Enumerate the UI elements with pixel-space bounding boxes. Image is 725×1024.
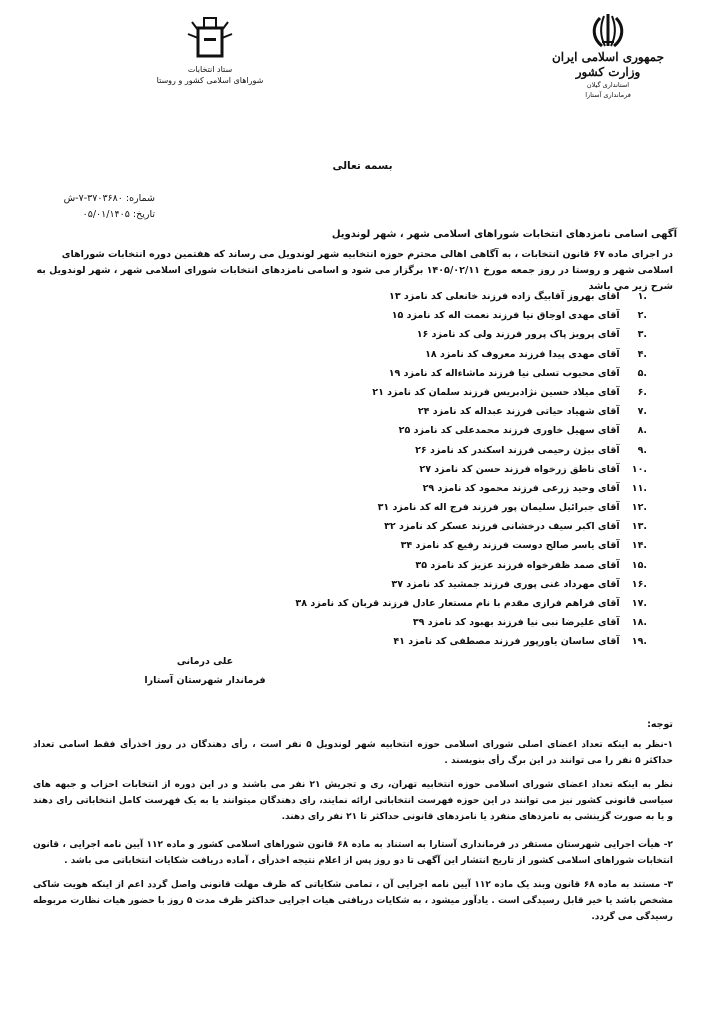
candidate-text: آقای پرویز پاک پرور فرزند ولی کد نامزد ۱۶ (416, 329, 620, 341)
ministry-name: وزارت کشور (575, 65, 641, 79)
candidate-text: آقای فراهم فرازی مقدم با نام مستعار عادل فرزند قربان کد نامزد ۳۸ (295, 598, 620, 609)
note-1b: نظر به اینکه تعداد اعضای شورای اسلامی حوزه انتخابیه تهران، ری و تجریش ۲۱ نفر می باشند و در این دوره از انتخابات احزاب و جبهه های سیاسی قانونی کشور نیز می توانند در این حوزه فهرست انتخاباتی ارائه نمایند، رای دهندگان میتوانند یا به یک فهرست کامل انتخاباتی رای دهند و یا به صورت گزینشی به نامزدهای منفرد یا نامزدهای قانونی حداکثر تا ۲۱ نفر رای دهند. (33, 780, 674, 822)
ministry-header (548, 12, 668, 100)
candidate-text: آقای بیژن رحیمی فرزند اسکندر کد نامزد ۲۶ (415, 444, 620, 456)
candidate-text: آقای وحید زرعی فرزند محمود کد نامزد ۲۹ (422, 482, 620, 494)
candidate-number: .۱۷ (631, 598, 647, 609)
signatory-name: علی درمانی (176, 656, 234, 667)
candidate-item (87, 364, 647, 383)
candidate-text: آقای ساسان یاورپور فرزند مصطفی کد نامزد ۴۱ (393, 636, 620, 648)
candidate-item (87, 613, 647, 632)
election-header (130, 12, 290, 86)
candidate-item (87, 287, 647, 306)
candidate-number: .۱۵ (631, 559, 647, 571)
candidate-number: .۱۰ (631, 463, 647, 475)
candidate-item (87, 632, 647, 651)
election-hq-subtitle: شوراهای اسلامی کشور و روستا (156, 76, 264, 85)
candidate-text: آقای جبرائیل سلیمان پور فرزند فرج اله کد نامزد ۳۱ (377, 502, 620, 514)
candidate-text: آقای محبوب تسلی نیا فرزند ماشاءاله کد نامزد ۱۹ (388, 367, 620, 379)
candidate-item (87, 306, 647, 325)
candidate-item (87, 594, 647, 613)
province-office: استانداری گیلان (586, 81, 630, 89)
candidate-item (87, 556, 647, 575)
candidate-number: .۱۴ (631, 540, 647, 552)
candidate-text: آقای اکبر سیف درخشانی فرزند عسکر کد نامزد ۳۲ (384, 521, 620, 533)
candidate-number: .۱۳ (631, 521, 647, 533)
candidate-text: آقای بهروز آقابیگ زاده فرزند خانعلی کد نامزد ۱۳ (389, 291, 620, 302)
candidate-number: .۳ (637, 329, 647, 341)
candidate-item (87, 536, 647, 555)
candidate-number: .۱۸ (631, 617, 647, 629)
candidate-number: .۶ (637, 386, 647, 398)
candidate-text: آقای شهیاد حیاتی فرزند عبداله کد نامزد ۲۴ (417, 406, 620, 418)
candidate-number: .۹ (637, 444, 647, 456)
candidate-number: .۱ (637, 291, 647, 302)
candidate-item (87, 441, 647, 460)
candidate-item (87, 479, 647, 498)
candidate-item (87, 383, 647, 402)
candidate-number: .۲ (637, 310, 647, 322)
candidate-text: آقای ناطق زرخواه فرزند حسن کد نامزد ۲۷ (419, 463, 620, 475)
election-logo-icon (182, 12, 238, 60)
candidate-item (87, 575, 647, 594)
candidate-text: آقای صمد ظفرخواه فرزند عزیز کد نامزد ۳۵ (415, 559, 620, 571)
candidate-number: .۵ (637, 367, 647, 379)
candidate-text: آقای علیرضا نبی نیا فرزند بهبود کد نامزد ۳۹ (412, 617, 620, 629)
country-name: جمهوری اسلامی ایران (551, 50, 665, 64)
candidate-number: .۱۲ (631, 502, 647, 514)
candidate-item (87, 498, 647, 517)
candidate-list (87, 287, 647, 652)
announcement-intro: در اجرای ماده ۶۷ قانون انتخابات ، به آگاهی اهالی محترم حوزه انتخابیه شهر لوندویل می رساند که هفتمین دوره انتخابات شوراهای اسلامی شهر و روستا در روز جمعه مورخ ۱۴۰۵/۰۲/۱۱ برگزار می شود و اسامی نامزدهای انتخابات شورای اسلامی شهر ، شهر لوندویل به شرح زیر می باشد (36, 249, 673, 292)
note-1: ۱-نظر به اینکه تعداد اعضای اصلی شورای اسلامی حوزه انتخابیه شهر لوندویل ۵ نفر است ، رأی دهندگان در روز اخذرأی فقط اسامی تعداد حداکثر ۵ نفر را می توانند در این برگ رأی بنویسند . (33, 740, 674, 766)
basmala: بسمه تعالی (332, 160, 393, 172)
candidate-text: آقای مهدی پیدا فرزند معروف کد نامزد ۱۸ (425, 348, 620, 360)
iran-emblem-icon (588, 12, 628, 50)
candidate-item (87, 345, 647, 364)
candidate-number: .۸ (637, 425, 647, 437)
candidate-number: .۱۶ (631, 578, 647, 590)
election-hq-title: ستاد انتخابات (187, 65, 233, 74)
note-2: ۲- هیأت اجرایی شهرستان مستقر در فرمانداری آستارا به استناد به ماده ۶۸ قانون شوراهای اسلامی کشور و ماده ۱۱۲ آیین نامه اجرایی ، قانون انتخابات شوراهای اسلامی کشور از تاریخ انتشار این آگهی تا دو روز پس از اعلام نتیجه اخذرأی ، آماده دریافت شکایات انتخاباتی می باشد . (33, 840, 674, 866)
letter-number: شماره: ۳۷۰۳۶۸۰-۷-ش (63, 193, 155, 204)
candidate-number: .۱۹ (631, 636, 647, 648)
letter-date: تاریخ: ۰۵/۰۱/۱۴۰۵ (82, 209, 155, 220)
candidate-number: .۷ (637, 406, 647, 418)
county-office: فرمانداری آستارا (585, 91, 631, 99)
candidate-number: .۴ (637, 348, 647, 360)
candidate-text: آقای میلاد حسین نژادبریس فرزند سلمان کد نامزد ۲۱ (372, 386, 620, 398)
candidate-item (87, 421, 647, 440)
signatory-title: فرماندار شهرستان آستارا (144, 675, 266, 686)
candidate-text: آقای مهرداد غنی پوری فرزند جمشید کد نامزد ۳۷ (391, 578, 620, 590)
candidate-item (87, 460, 647, 479)
candidate-text: آقای سهیل خاوری فرزند محمدعلی کد نامزد ۲۵ (398, 425, 620, 437)
candidate-number: .۱۱ (631, 482, 647, 494)
note-3: ۳- مستند به ماده ۶۸ قانون وبند یک ماده ۱۱۲ آیین نامه اجرایی آن ، تمامی شکایاتی که ظرف مهلت قانونی واصل گردد اعم از اینکه هویت شاکی مشخص باشد یا خیر قابل رسیدگی است . یادآور میشود ، به شکایات دریافتی هیات اجرایی حداکثر ظرف مدت ۵ روز با حضور هیات نظارت مربوطه رسیدگی می گردد. (33, 880, 673, 922)
candidate-item (87, 325, 647, 344)
announcement-headline: آگهی اسامی نامزدهای انتخابات شوراهای اسلامی شهر ، شهر لوندویل (331, 229, 677, 240)
notes-title: توجه: (647, 719, 673, 730)
candidate-text: آقای یاسر صالح دوست فرزند رفیع کد نامزد ۳۴ (400, 540, 620, 552)
candidate-item (87, 517, 647, 536)
candidate-item (87, 402, 647, 421)
candidate-text: آقای مهدی اوجاق نیا فرزند نعمت اله کد نامزد ۱۵ (391, 310, 620, 322)
